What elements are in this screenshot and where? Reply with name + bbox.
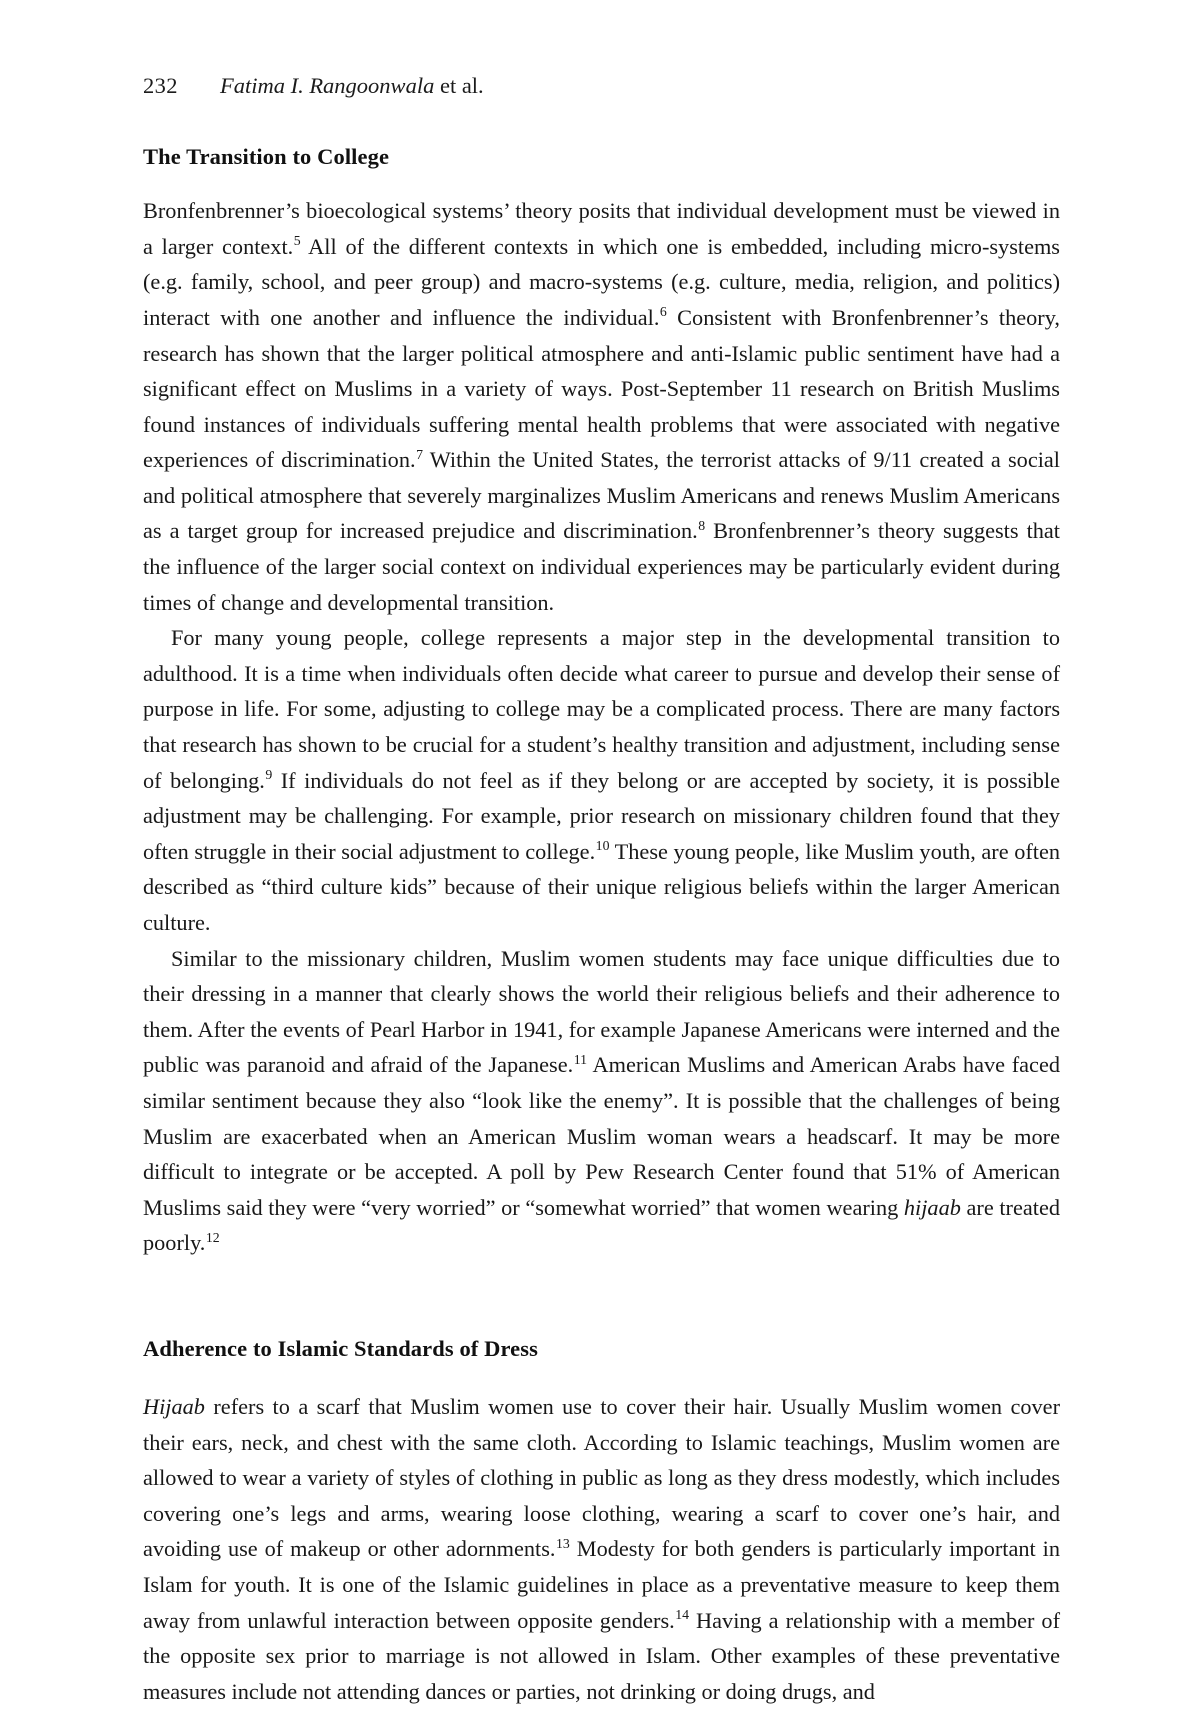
- footnote-marker: 11: [573, 1051, 588, 1067]
- footnote-marker: 8: [698, 518, 706, 534]
- footnote-marker: 13: [556, 1536, 570, 1552]
- running-head-etal: et al.: [439, 73, 484, 98]
- section-heading-transition-to-college: The Transition to College: [143, 144, 390, 169]
- running-head-authors: Fatima I. Rangoonwala: [219, 73, 435, 98]
- italic-term: hijaab: [903, 1194, 961, 1220]
- running-head: [143, 72, 1060, 99]
- footnote-marker: 12: [205, 1229, 220, 1245]
- section-spacer: [143, 1261, 1060, 1335]
- section-heading-adherence-to-islamic-standards-of-dress: Adherence to Islamic Standards of Dress: [143, 1335, 538, 1361]
- italic-term: Hijaab: [143, 1394, 205, 1420]
- footnote-marker: 10: [595, 838, 610, 854]
- page-number: 232: [143, 73, 178, 98]
- paragraph-muslim-women-students: Similar to the missionary children, Muslim women students may face unique difficulties due to their dressing in a manner that clearly shows the world their religious beliefs and their adherence to them. After the events of Pearl Harbor in 1941, for example Japanese Americans were interned and the public was paranoid and afraid of the Japanese.$^{11}$ American Muslims and American Arabs have faced similar sentiment because they also “look like the enemy”. It is possible that the challenges of being Muslim are exacerbated when an American Muslim woman wears a headscarf. It may be more difficult to integrate or be accepted. A poll by Pew Research Center found that 51% of American Muslims said they were “very worried” or “somewhat worried” that women wearing hijaab are treated poorly.$^{12}$: [143, 945, 1060, 1256]
- footnote-marker: 14: [675, 1607, 690, 1623]
- footnote-marker: 9: [265, 767, 273, 783]
- paragraph-bronfenbrenner: Bronfenbrenner’s bioecological systems’ theory posits that individual development must be viewed in a larger context.$^5$ All of the different contexts in which one is embedded, including micro-systems (e.g. family, school, and peer group) and macro-systems (e.g. culture, media, religion, and politics) interact with one another and influence the individual.$^6$ Consistent with Bronfenbrenner’s theory, research has shown that the larger political atmosphere and anti-Islamic public sentiment have had a significant effect on Muslims in a variety of ways. Post-September 11 research on British Muslims found instances of individuals suffering mental health problems that were associated with negative experiences of discrimination.$^7$ Within the United States, the terrorist attacks of 9/11 created a social and political atmosphere that severely marginalizes Muslim Americans and renews Muslim Americans as a target group for increased prejudice and discrimination.$^8$ Bronfenbrenner’s theory suggests that the influence of the larger social context on individual experiences may be particularly evident during times of change and developmental transition.: [143, 198, 1060, 615]
- footnote-marker: 5: [293, 233, 301, 249]
- footnote-marker: 7: [416, 446, 423, 462]
- footnote-marker: 6: [659, 304, 667, 320]
- paragraph-hijaab-definition: Hijaab refers to a scarf that Muslim women use to cover their hair. Usually Muslim women cover their ears, neck, and chest with the same cloth. According to Islamic teachings, Muslim women are allowed to wear a variety of styles of clothing in public as long as they dress modestly, which includes covering one’s legs and arms, wearing loose clothing, wearing a scarf to cover one’s hair, and avoiding use of makeup or other adornments.$^{13}$ Modesty for both genders is particularly important in Islam for youth. It is one of the Islamic guidelines in place as a preventative measure to keep them away from unlawful interaction between opposite genders.$^{14}$ Having a relationship with a member of the opposite sex prior to marriage is not allowed in Islam. Other examples of these preventative measures include not attending dances or parties, not drinking or doing drugs, and: [143, 1394, 1060, 1704]
- paragraph-college-transition: For many young people, college represents a major step in the developmental transition to adulthood. It is a time when individuals often decide what career to pursue and develop their sense of purpose in life. For some, adjusting to college may be a complicated process. There are many factors that research has shown to be crucial for a student’s healthy transition and adjustment, including sense of belonging.$^9$ If individuals do not feel as if they belong or are accepted by society, it is possible adjustment may be challenging. For example, prior research on missionary children found that they often struggle in their social adjustment to college.$^{10}$ These young people, like Muslim youth, are often described as “third culture kids” because of their unique religious beliefs within the larger American culture.: [143, 625, 1061, 935]
